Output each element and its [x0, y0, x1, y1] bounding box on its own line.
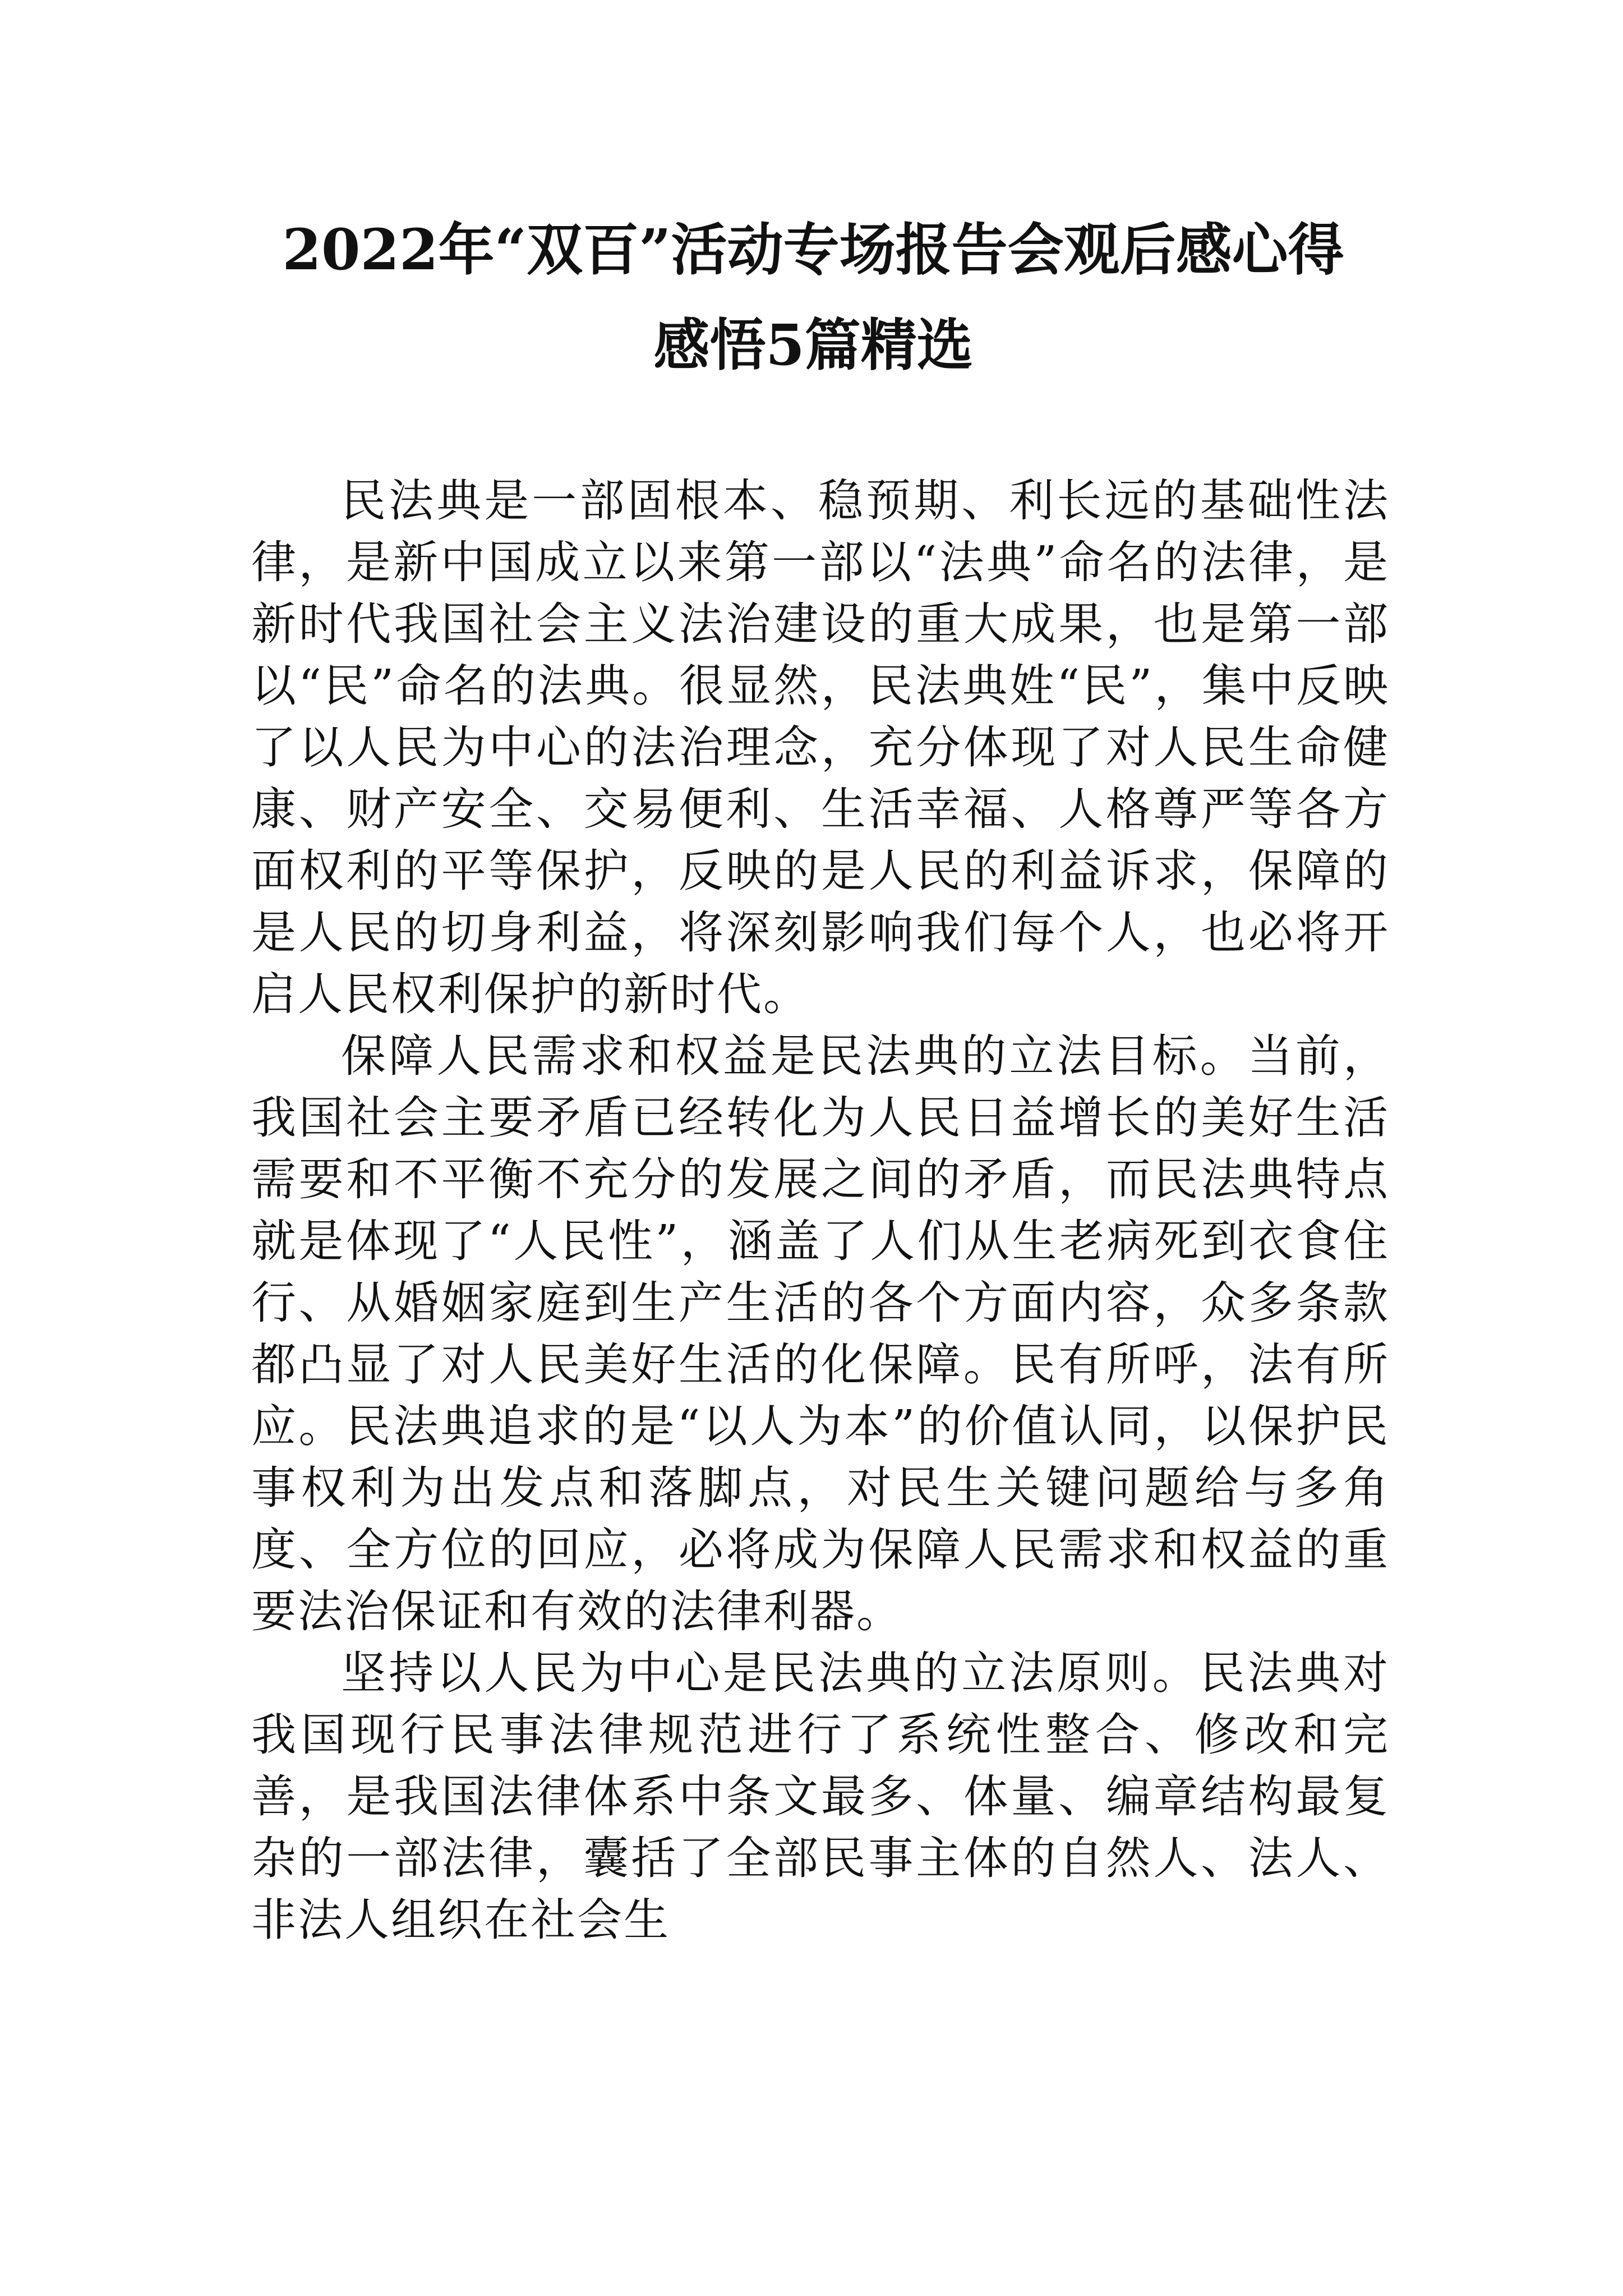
paragraph-2: 保障人民需求和权益是民法典的立法目标。当前，我国社会主要矛盾已经转化为人民日益增长的美好生活需要和不平衡不充分的发展之间的矛盾，而民法典特点就是体现了“人民性”，涵盖了人们从生老病死到衣食住行、从婚姻家庭到生产生活的各个方面内容，众多条款都凸显了对人民美好生活的化保障。民有所呼，法有所应。民法典追求的是“以人为本”的价值认同，以保护民事权利为出发点和落脚点，对民生关键问题给与多角度、全方位的回应，必将成为保障人民需求和权益的重要法治保证和有效的法律利器。 — [251, 1030, 1390, 1637]
document-body — [251, 470, 1390, 1951]
document-title — [236, 202, 1391, 393]
title-line-1: 2022年“双百”活动专场报告会观后感心得 — [282, 217, 1344, 283]
title-line-2: 感悟5篇精选 — [653, 312, 973, 378]
paragraph-3: 坚持以人民为中心是民法典的立法原则。民法典对我国现行民事法律规范进行了系统性整合、修改和完善，是我国法律体系中条文最多、体量、编章结构最复杂的一部法律，囊括了全部民事主体的自然人、法人、非法人组织在社会生 — [251, 1647, 1390, 1946]
paragraph-1: 民法典是一部固根本、稳预期、利长远的基础性法律，是新中国成立以来第一部以“法典”命名的法律，是新时代我国社会主义法治建设的重大成果，也是第一部以“民”命名的法典。很显然，民法典姓“民”，集中反映了以人民为中心的法治理念，充分体现了对人民生命健康、财产安全、交易便利、生活幸福、人格尊严等各方面权利的平等保护，反映的是人民的利益诉求，保障的是人民的切身利益，将深刻影响我们每个人，也必将开启人民权利保护的新时代。 — [251, 475, 1390, 1020]
